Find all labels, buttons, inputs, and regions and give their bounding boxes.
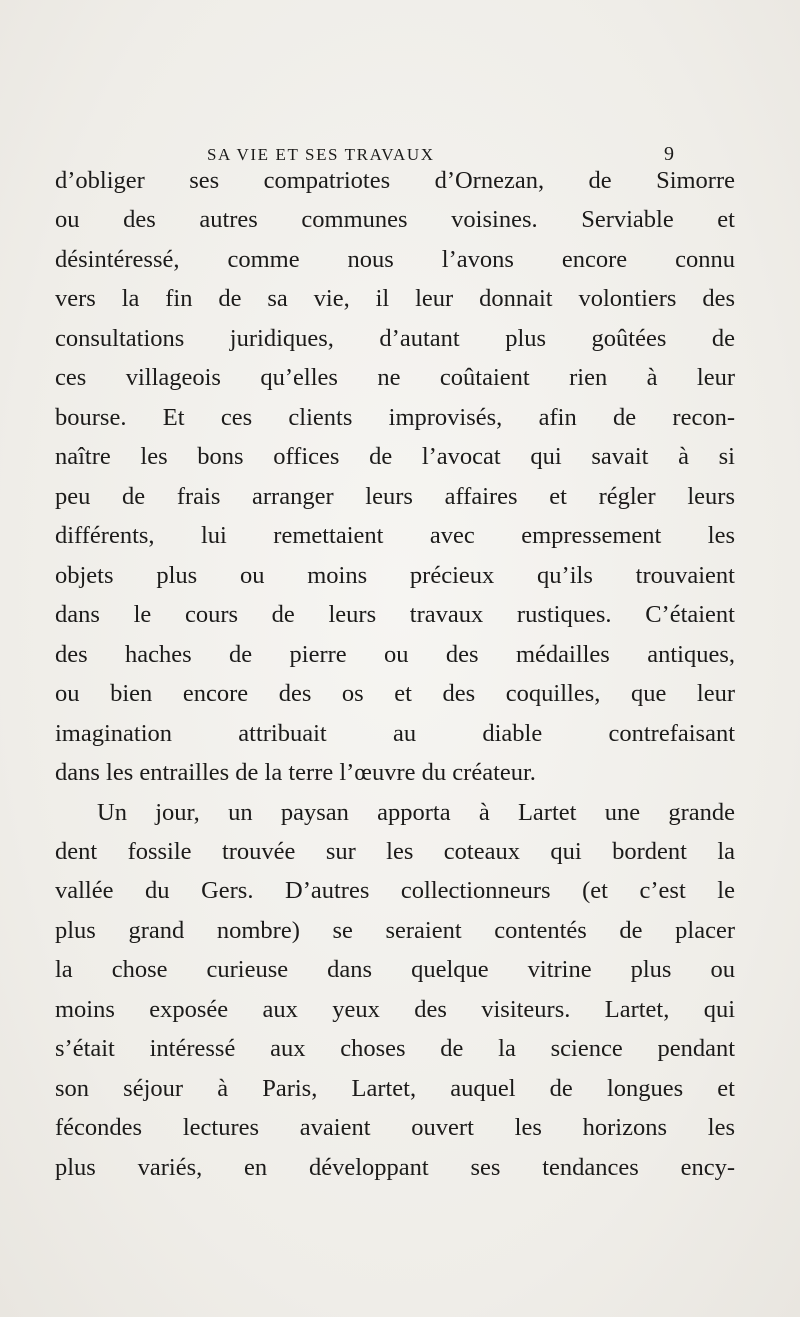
text-line: ou des autres communes voisines. Serviable et <box>55 206 735 234</box>
text-line: fécondes lectures avaient ouvert les horizons les <box>55 1114 735 1142</box>
text-line: dent fossile trouvée sur les coteaux qui bordent la <box>55 837 735 865</box>
text-line: naître les bons offices de l’avocat qui savait à si <box>55 443 735 471</box>
body-text <box>55 161 735 1187</box>
text-line: la chose curieuse dans quelque vitrine plus ou <box>55 956 735 984</box>
text-line: ou bien encore des os et des coquilles, que leur <box>55 680 735 708</box>
text-line: plus variés, en développant ses tendances ency- <box>55 1153 735 1181</box>
text-line: s’était intéressé aux choses de la science pendant <box>55 1035 735 1063</box>
text-line: vers la fin de sa vie, il leur donnait volontiers des <box>55 285 735 313</box>
text-line: dans le cours de leurs travaux rustiques. C’étaient <box>55 601 735 629</box>
text-line: ces villageois qu’elles ne coûtaient rien à leur <box>55 364 735 392</box>
text-line: peu de frais arranger leurs affaires et régler leurs <box>55 482 735 510</box>
text-line: d’obliger ses compatriotes d’Ornezan, de Simorre <box>55 167 735 194</box>
text-line: différents, lui remettaient avec empressement les <box>55 522 735 550</box>
text-line: désintéressé, comme nous l’avons encore connu <box>55 245 735 273</box>
page-number: 9 <box>664 143 674 165</box>
text-line: moins exposée aux yeux des visiteurs. Lartet, qui <box>55 995 735 1023</box>
text-line: dans les entrailles de la terre l’œuvre du créateur. <box>55 759 536 787</box>
text-line: Un jour, un paysan apporta à Lartet une grande <box>97 798 735 826</box>
running-head-title: SA VIE ET SES TRAVAUX <box>207 145 435 164</box>
text-line: bourse. Et ces clients improvisés, afin de recon- <box>55 403 735 431</box>
text-line: plus grand nombre) se seraient contentés de placer <box>55 916 735 944</box>
text-line: vallée du Gers. D’autres collectionneurs (et c’est le <box>55 877 735 905</box>
text-line: consultations juridiques, d’autant plus goûtées de <box>55 324 735 352</box>
text-line: des haches de pierre ou des médailles antiques, <box>55 640 735 668</box>
text-line: son séjour à Paris, Lartet, auquel de longues et <box>55 1074 735 1102</box>
text-line: imagination attribuait au diable contrefaisant <box>55 719 735 747</box>
text-line: objets plus ou moins précieux qu’ils trouvaient <box>55 561 735 589</box>
